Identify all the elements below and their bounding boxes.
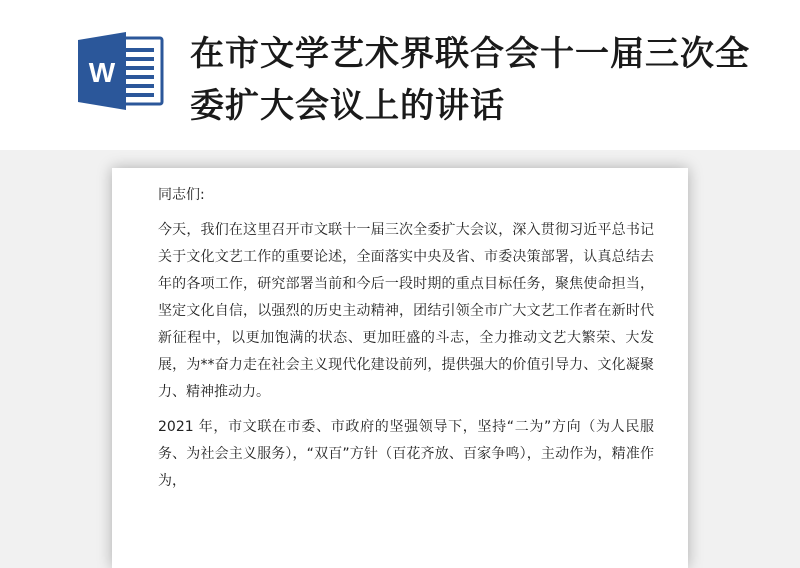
document-page (112, 168, 688, 568)
salutation: 同志们: (158, 187, 205, 203)
paragraph-2: 2021 年，市文联在市委、市政府的坚强领导下，坚持“二为”方向（为人民服务、为社会主义服务），“双百”方针（百花齐放、百家争鸣），主动作为，精准作为， (158, 419, 654, 489)
paragraph-1: 今天，我们在这里召开市文联十一届三次全委扩大会议，深入贯彻习近平总书记关于文化文艺工作的重要论述，全面落实中央及省、市委决策部署，认真总结去年的各项工作，研究部署当前和今后一段时期的重点目标任务，聚焦使命担当，坚定文化自信，以强烈的历史主动精神，团结引领全市广大文艺工作者在新时代新征程中，以更加饱满的状态、更加旺盛的斗志，全力推动文艺大繁荣、大发展，为**奋力走在社会主义现代化建设前列，提供强大的价值引导力、文化凝聚力、精神推动力。 (158, 222, 654, 400)
page-title: 在市文学艺术界联合会十一届三次全委扩大会议上的讲话 (190, 34, 750, 126)
header-banner (0, 0, 800, 150)
word-icon-letter: W (88, 57, 116, 88)
document-body (158, 182, 654, 503)
word-document-icon (76, 30, 166, 112)
